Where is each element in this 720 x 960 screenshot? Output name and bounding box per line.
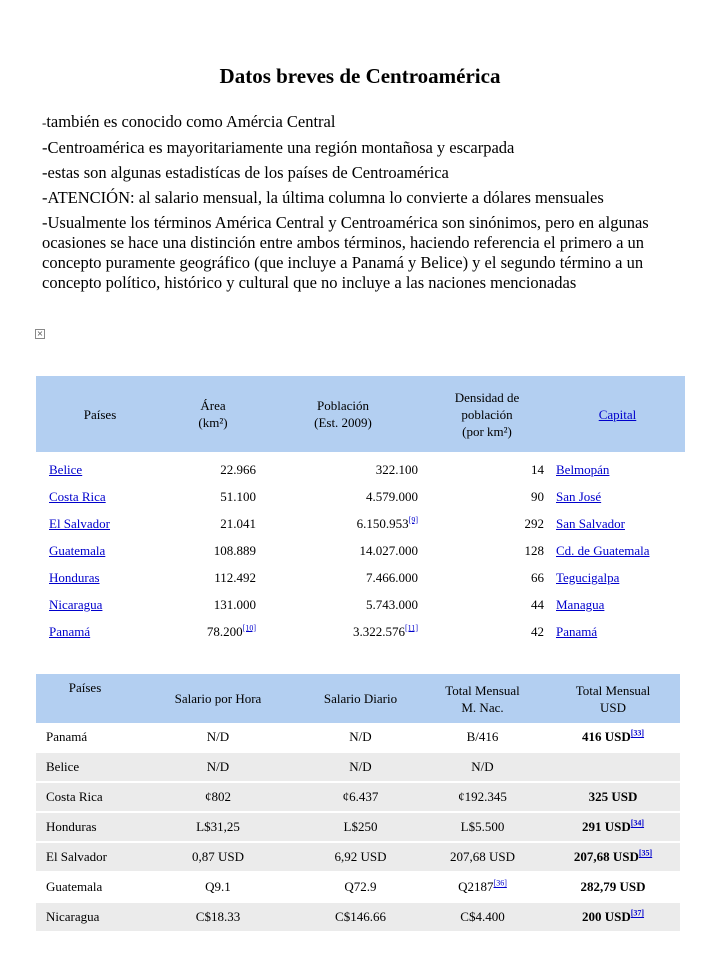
cell-value: 14.027.000 [359,542,418,558]
monthly-usd-cell [546,812,680,842]
area-cell [164,564,262,591]
reference-link[interactable]: [37] [630,908,645,918]
col-header-total-usd: Total Mensual USD [546,674,680,723]
density-cell: 14 [531,461,544,477]
col-header-poblacion: Población (Est. 2009) [262,376,424,452]
cell-value: 325 USD [588,789,638,804]
col-header-salario-diario: Salario Diario [302,674,419,723]
reference-link[interactable] [494,879,507,888]
cell-value: 112.492 [214,569,256,585]
population-cell [262,537,424,564]
country-cell: Belice [36,752,134,782]
area-cell [164,483,262,510]
area-cell [164,618,262,645]
col-header-area: Área (km²) [164,376,262,452]
table-header-row [36,674,680,723]
cell-value: 282,79 USD [580,879,646,894]
country-cell[interactable] [36,510,164,537]
monthly-local-cell [419,842,546,872]
table-row [36,618,685,645]
table-row [36,452,685,483]
hourly-wage-cell: L$31,25 [134,812,302,842]
reference-link[interactable] [243,623,256,632]
intro-line: -Centroamérica es mayoritariamente una región montañosa y escarpada [42,138,515,157]
reference-link[interactable] [409,515,418,524]
cell-value: B/416 [466,729,499,744]
cell-value: Q2187 [458,879,494,894]
cell-value: 22.966 [220,461,256,477]
col-header-paises: Países [36,674,134,723]
cell-value: 6.150.953 [356,515,409,531]
capital-link[interactable]: San José [556,488,602,504]
country-cell[interactable] [36,591,164,618]
capital-link[interactable]: Belmopán [556,461,610,477]
country-link[interactable]: Costa Rica [49,488,106,504]
monthly-usd-cell [546,782,680,812]
monthly-usd-cell [546,723,680,752]
monthly-local-cell [419,782,546,812]
capital-cell[interactable] [550,591,685,618]
reference-link[interactable]: [9] [408,515,418,525]
monthly-usd-cell [546,842,680,872]
capital-cell[interactable] [550,483,685,510]
population-cell [262,483,424,510]
population-cell [262,591,424,618]
country-link[interactable]: Belice [49,461,83,477]
cell-value: 207,68 USD [449,849,515,864]
col-header-densidad: Densidad de población (por km²) [424,376,550,452]
capital-cell[interactable] [550,537,685,564]
salaries-table [36,674,680,933]
area-cell [164,452,262,483]
density-cell: 128 [524,542,544,558]
density-cell: 292 [524,515,544,531]
country-cell: Nicaragua [36,902,134,932]
reference-link[interactable] [631,819,644,828]
country-cell[interactable] [36,483,164,510]
density-cell: 42 [531,623,544,639]
monthly-local-cell [419,723,546,752]
density-cell: 90 [531,488,544,504]
daily-wage-cell: ¢6.437 [302,782,419,812]
monthly-local-cell [419,872,546,902]
col-header-salario-hora: Salario por Hora [134,674,302,723]
intro-notes [42,112,682,298]
country-link[interactable]: Panamá [49,623,91,639]
cell-value: 131.000 [213,596,256,612]
col-header-paises: Países [36,376,164,452]
intro-line: -también es conocido como Amércia Central [42,112,336,131]
table-row [36,902,680,932]
col-header-capital[interactable]: Capital [550,376,685,452]
population-cell [262,510,424,537]
table-row [36,564,685,591]
daily-wage-cell: 6,92 USD [302,842,419,872]
countries-table [36,376,685,645]
country-link[interactable]: Nicaragua [49,596,103,612]
intro-line: -estas son algunas estadistícas de los países de Centroamérica [42,163,449,182]
country-cell: Honduras [36,812,134,842]
cell-value: 7.466.000 [366,569,418,585]
daily-wage-cell: C$146.66 [302,902,419,932]
page-title: Datos breves de Centroamérica [219,64,501,88]
monthly-local-cell [419,752,546,782]
density-cell: 66 [531,569,544,585]
table-row [36,483,685,510]
population-cell [262,452,424,483]
country-cell: Guatemala [36,872,134,902]
cell-value: 5.743.000 [366,596,418,612]
capital-cell[interactable] [550,510,685,537]
area-cell [164,591,262,618]
cell-value: C$4.400 [460,909,505,924]
table-row [36,723,680,752]
hourly-wage-cell: ¢802 [134,782,302,812]
table-row [36,842,680,872]
country-link[interactable]: Honduras [49,569,100,585]
cell-value: 108.889 [213,542,256,558]
table-header-row [36,376,685,452]
country-cell: Panamá [36,723,134,752]
monthly-usd-cell [546,752,680,782]
cell-value: 51.100 [220,488,256,504]
area-cell [164,510,262,537]
country-link[interactable]: El Salvador [49,515,111,531]
hourly-wage-cell: Q9.1 [134,872,302,902]
reference-link[interactable]: [36] [493,878,507,888]
hourly-wage-cell: C$18.33 [134,902,302,932]
capital-link[interactable]: San Salvador [556,515,625,531]
monthly-usd-cell [546,872,680,902]
monthly-local-cell [419,902,546,932]
monthly-local-cell [419,812,546,842]
country-cell[interactable] [36,618,164,645]
reference-link[interactable]: [10] [242,623,256,633]
reference-link[interactable] [631,729,644,738]
table-row [36,872,680,902]
capital-cell[interactable] [550,618,685,645]
cell-value: 78.200 [206,623,243,639]
reference-link[interactable]: [35] [638,848,653,858]
country-link[interactable]: Guatemala [49,542,106,558]
daily-wage-cell: L$250 [302,812,419,842]
col-header-total-mensual: Total Mensual M. Nac. [419,674,546,723]
table-row [36,812,680,842]
daily-wage-cell: N/D [302,723,419,752]
cell-value: ¢192.345 [458,789,507,804]
table-row [36,782,680,812]
cell-value: 291 USD [581,819,631,834]
capital-link[interactable]: Tegucigalpa [556,569,620,585]
reference-link[interactable]: [11] [404,623,418,633]
density-cell: 44 [531,596,544,612]
cell-value: 21.041 [220,515,256,531]
daily-wage-cell: N/D [302,752,419,782]
intro-line: -ATENCIÓN: al salario mensual, la última columna lo convierte a dólares mensuales [42,188,604,207]
capital-link[interactable]: Cd. de Guatemala [556,542,650,558]
population-cell [262,618,424,645]
table-row [36,510,685,537]
daily-wage-cell: Q72.9 [302,872,419,902]
cell-value: L$5.500 [460,819,505,834]
reference-link[interactable] [405,623,418,632]
cell-value: 416 USD [581,729,631,744]
cell-value: 200 USD [581,909,631,924]
monthly-usd-cell [546,902,680,932]
cell-value: 3.322.576 [352,623,405,639]
reference-link[interactable] [631,909,644,918]
population-cell [262,564,424,591]
broken-image-icon: × [36,329,44,338]
area-cell [164,537,262,564]
capital-link[interactable]: Panamá [556,623,598,639]
cell-value: 4.579.000 [366,488,418,504]
table-row [36,537,685,564]
country-cell[interactable] [36,452,164,483]
country-cell[interactable] [36,537,164,564]
hourly-wage-cell: N/D [134,752,302,782]
hourly-wage-cell: 0,87 USD [134,842,302,872]
reference-link[interactable] [639,849,652,858]
country-cell[interactable] [36,564,164,591]
cell-value: 322.100 [375,461,418,477]
intro-line: -Usualmente los términos América Central y Centroamérica son sinónimos, pero en algunas ocasiones se hace una distinción entre ambos términos, haciendo referencia el primero a un concepto puramente geográfico (que incluye a Panamá y Belice) y el segundo término a un concepto político, histórico y cultural que no incluye a las naciones mencionadas [42,213,649,292]
reference-link[interactable]: [33] [630,728,645,738]
table-row [36,752,680,782]
reference-link[interactable]: [34] [630,818,645,828]
country-cell: Costa Rica [36,782,134,812]
table-row [36,591,685,618]
cell-value: N/D [471,759,494,774]
cell-value: 207,68 USD [573,849,639,864]
capital-cell[interactable] [550,564,685,591]
capital-cell[interactable] [550,452,685,483]
hourly-wage-cell: N/D [134,723,302,752]
country-cell: El Salvador [36,842,134,872]
capital-link[interactable]: Managua [556,596,605,612]
